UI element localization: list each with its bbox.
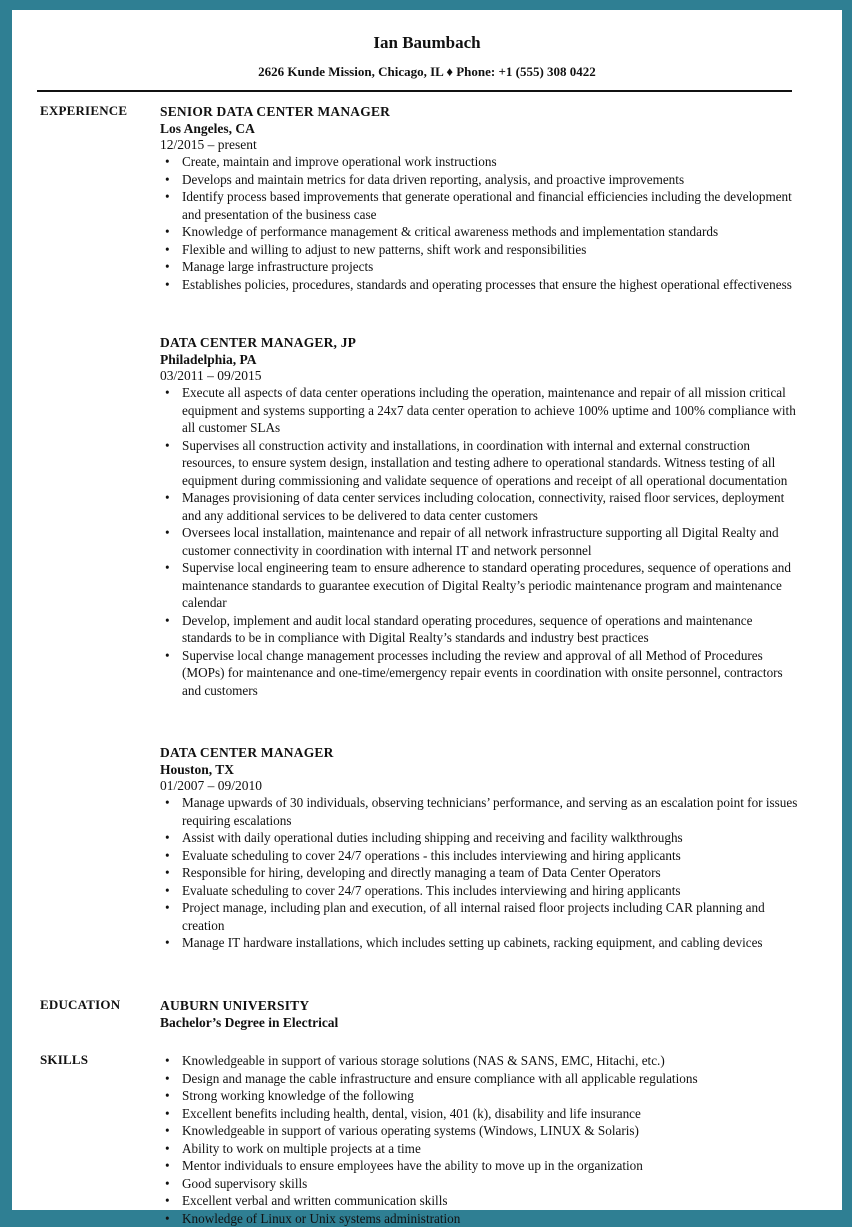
- job-entry: [160, 334, 800, 699]
- list-item: • Excellent verbal and written communication skills: [160, 1192, 800, 1210]
- skills-entry: [160, 1052, 800, 1227]
- list-item: • Manage IT hardware installations, which includes setting up cabinets, racking equipment, and cabling devices: [160, 934, 800, 952]
- list-item: • Ability to work on multiple projects at a time: [160, 1140, 800, 1158]
- job-entry: [160, 103, 800, 293]
- job-dates: 12/2015 – present: [160, 137, 800, 153]
- list-item: • Excellent benefits including health, dental, vision, 401 (k), disability and life insurance: [160, 1105, 800, 1123]
- list-item: • Execute all aspects of data center operations including the operation, maintenance and repair of all mission critical equipment and systems supporting a 24x7 data center operation to achieve 100% uptime and 100% compliance with all customer SLAs: [160, 384, 800, 437]
- list-item: • Design and manage the cable infrastructure and ensure compliance with all applicable regulations: [160, 1070, 800, 1088]
- job-bullets: [160, 153, 800, 293]
- resume-page: [12, 10, 842, 1210]
- list-item: • Mentor individuals to ensure employees have the ability to move up in the organization: [160, 1157, 800, 1175]
- list-item: • Manages provisioning of data center services including colocation, connectivity, raised floor services, deployment and any additional services to be delivered to data center customers: [160, 489, 800, 524]
- list-item: • Assist with daily operational duties including shipping and receiving and facility walkthroughs: [160, 829, 800, 847]
- list-item: • Strong working knowledge of the following: [160, 1087, 800, 1105]
- list-item: • Manage upwards of 30 individuals, observing technicians’ performance, and serving as an escalation point for issues requiring escalations: [160, 794, 800, 829]
- job-entry: [160, 744, 800, 952]
- school-name: AUBURN UNIVERSITY: [160, 997, 800, 1015]
- job-location: Houston, TX: [160, 762, 800, 778]
- list-item: • Manage large infrastructure projects: [160, 258, 800, 276]
- experience-label: EXPERIENCE: [40, 103, 127, 119]
- list-item: • Knowledgeable in support of various storage solutions (NAS & SANS, EMC, Hitachi, etc.): [160, 1052, 800, 1070]
- list-item: • Knowledgeable in support of various operating systems (Windows, LINUX & Solaris): [160, 1122, 800, 1140]
- list-item: • Create, maintain and improve operational work instructions: [160, 153, 800, 171]
- job-location: Los Angeles, CA: [160, 121, 800, 137]
- list-item: • Supervises all construction activity and installations, in coordination with internal and external construction resources, to ensure system design, installation and testing adhere to operational standards. Witness testing of all equipment during commissioning and validate sequence of operations and receipt of all operational documentation: [160, 437, 800, 490]
- job-dates: 01/2007 – 09/2010: [160, 778, 800, 794]
- job-dates: 03/2011 – 09/2015: [160, 368, 800, 384]
- job-title: DATA CENTER MANAGER: [160, 744, 800, 762]
- list-item: • Good supervisory skills: [160, 1175, 800, 1193]
- contact-line: 2626 Kunde Mission, Chicago, IL ♦ Phone: +1 (555) 308 0422: [12, 64, 842, 80]
- list-item: • Establishes policies, procedures, standards and operating processes that ensure the highest operational effectiveness: [160, 276, 800, 294]
- list-item: • Project manage, including plan and execution, of all internal raised floor projects including CAR planning and creation: [160, 899, 800, 934]
- skills-list: [160, 1052, 800, 1227]
- list-item: • Evaluate scheduling to cover 24/7 operations - this includes interviewing and hiring applicants: [160, 847, 800, 865]
- list-item: • Knowledge of Linux or Unix systems administration: [160, 1210, 800, 1227]
- job-bullets: [160, 794, 800, 952]
- list-item: • Supervise local engineering team to ensure adherence to standard operating procedures, sequence of operations and maintenance standards to guarantee execution of Digital Realty’s periodic maintenance program and maintenance calendar: [160, 559, 800, 612]
- header-divider: [37, 90, 792, 92]
- job-title: SENIOR DATA CENTER MANAGER: [160, 103, 800, 121]
- job-title: DATA CENTER MANAGER, JP: [160, 334, 800, 352]
- list-item: • Knowledge of performance management & critical awareness methods and implementation standards: [160, 223, 800, 241]
- skills-label: SKILLS: [40, 1052, 88, 1068]
- list-item: • Oversees local installation, maintenance and repair of all network infrastructure supporting all Digital Realty and customer connectivity in coordination with internal IT and network personnel: [160, 524, 800, 559]
- list-item: • Identify process based improvements that generate operational and financial efficiencies including the development and presentation of the business case: [160, 188, 800, 223]
- degree: Bachelor’s Degree in Electrical: [160, 1015, 800, 1031]
- job-bullets: [160, 384, 800, 699]
- education-entry: [160, 997, 800, 1031]
- list-item: • Develop, implement and audit local standard operating procedures, sequence of operations and maintenance standards to be in compliance with Digital Realty’s standards and industry best practices: [160, 612, 800, 647]
- list-item: • Develops and maintain metrics for data driven reporting, analysis, and proactive improvements: [160, 171, 800, 189]
- education-label: EDUCATION: [40, 997, 120, 1013]
- list-item: • Flexible and willing to adjust to new patterns, shift work and responsibilities: [160, 241, 800, 259]
- candidate-name: Ian Baumbach: [12, 33, 842, 53]
- list-item: • Evaluate scheduling to cover 24/7 operations. This includes interviewing and hiring applicants: [160, 882, 800, 900]
- list-item: • Responsible for hiring, developing and directly managing a team of Data Center Operators: [160, 864, 800, 882]
- job-location: Philadelphia, PA: [160, 352, 800, 368]
- list-item: • Supervise local change management processes including the review and approval of all Method of Procedures (MOPs) for maintenance and one-time/emergency repair events in coordination with onsite personnel, contractors and customers: [160, 647, 800, 700]
